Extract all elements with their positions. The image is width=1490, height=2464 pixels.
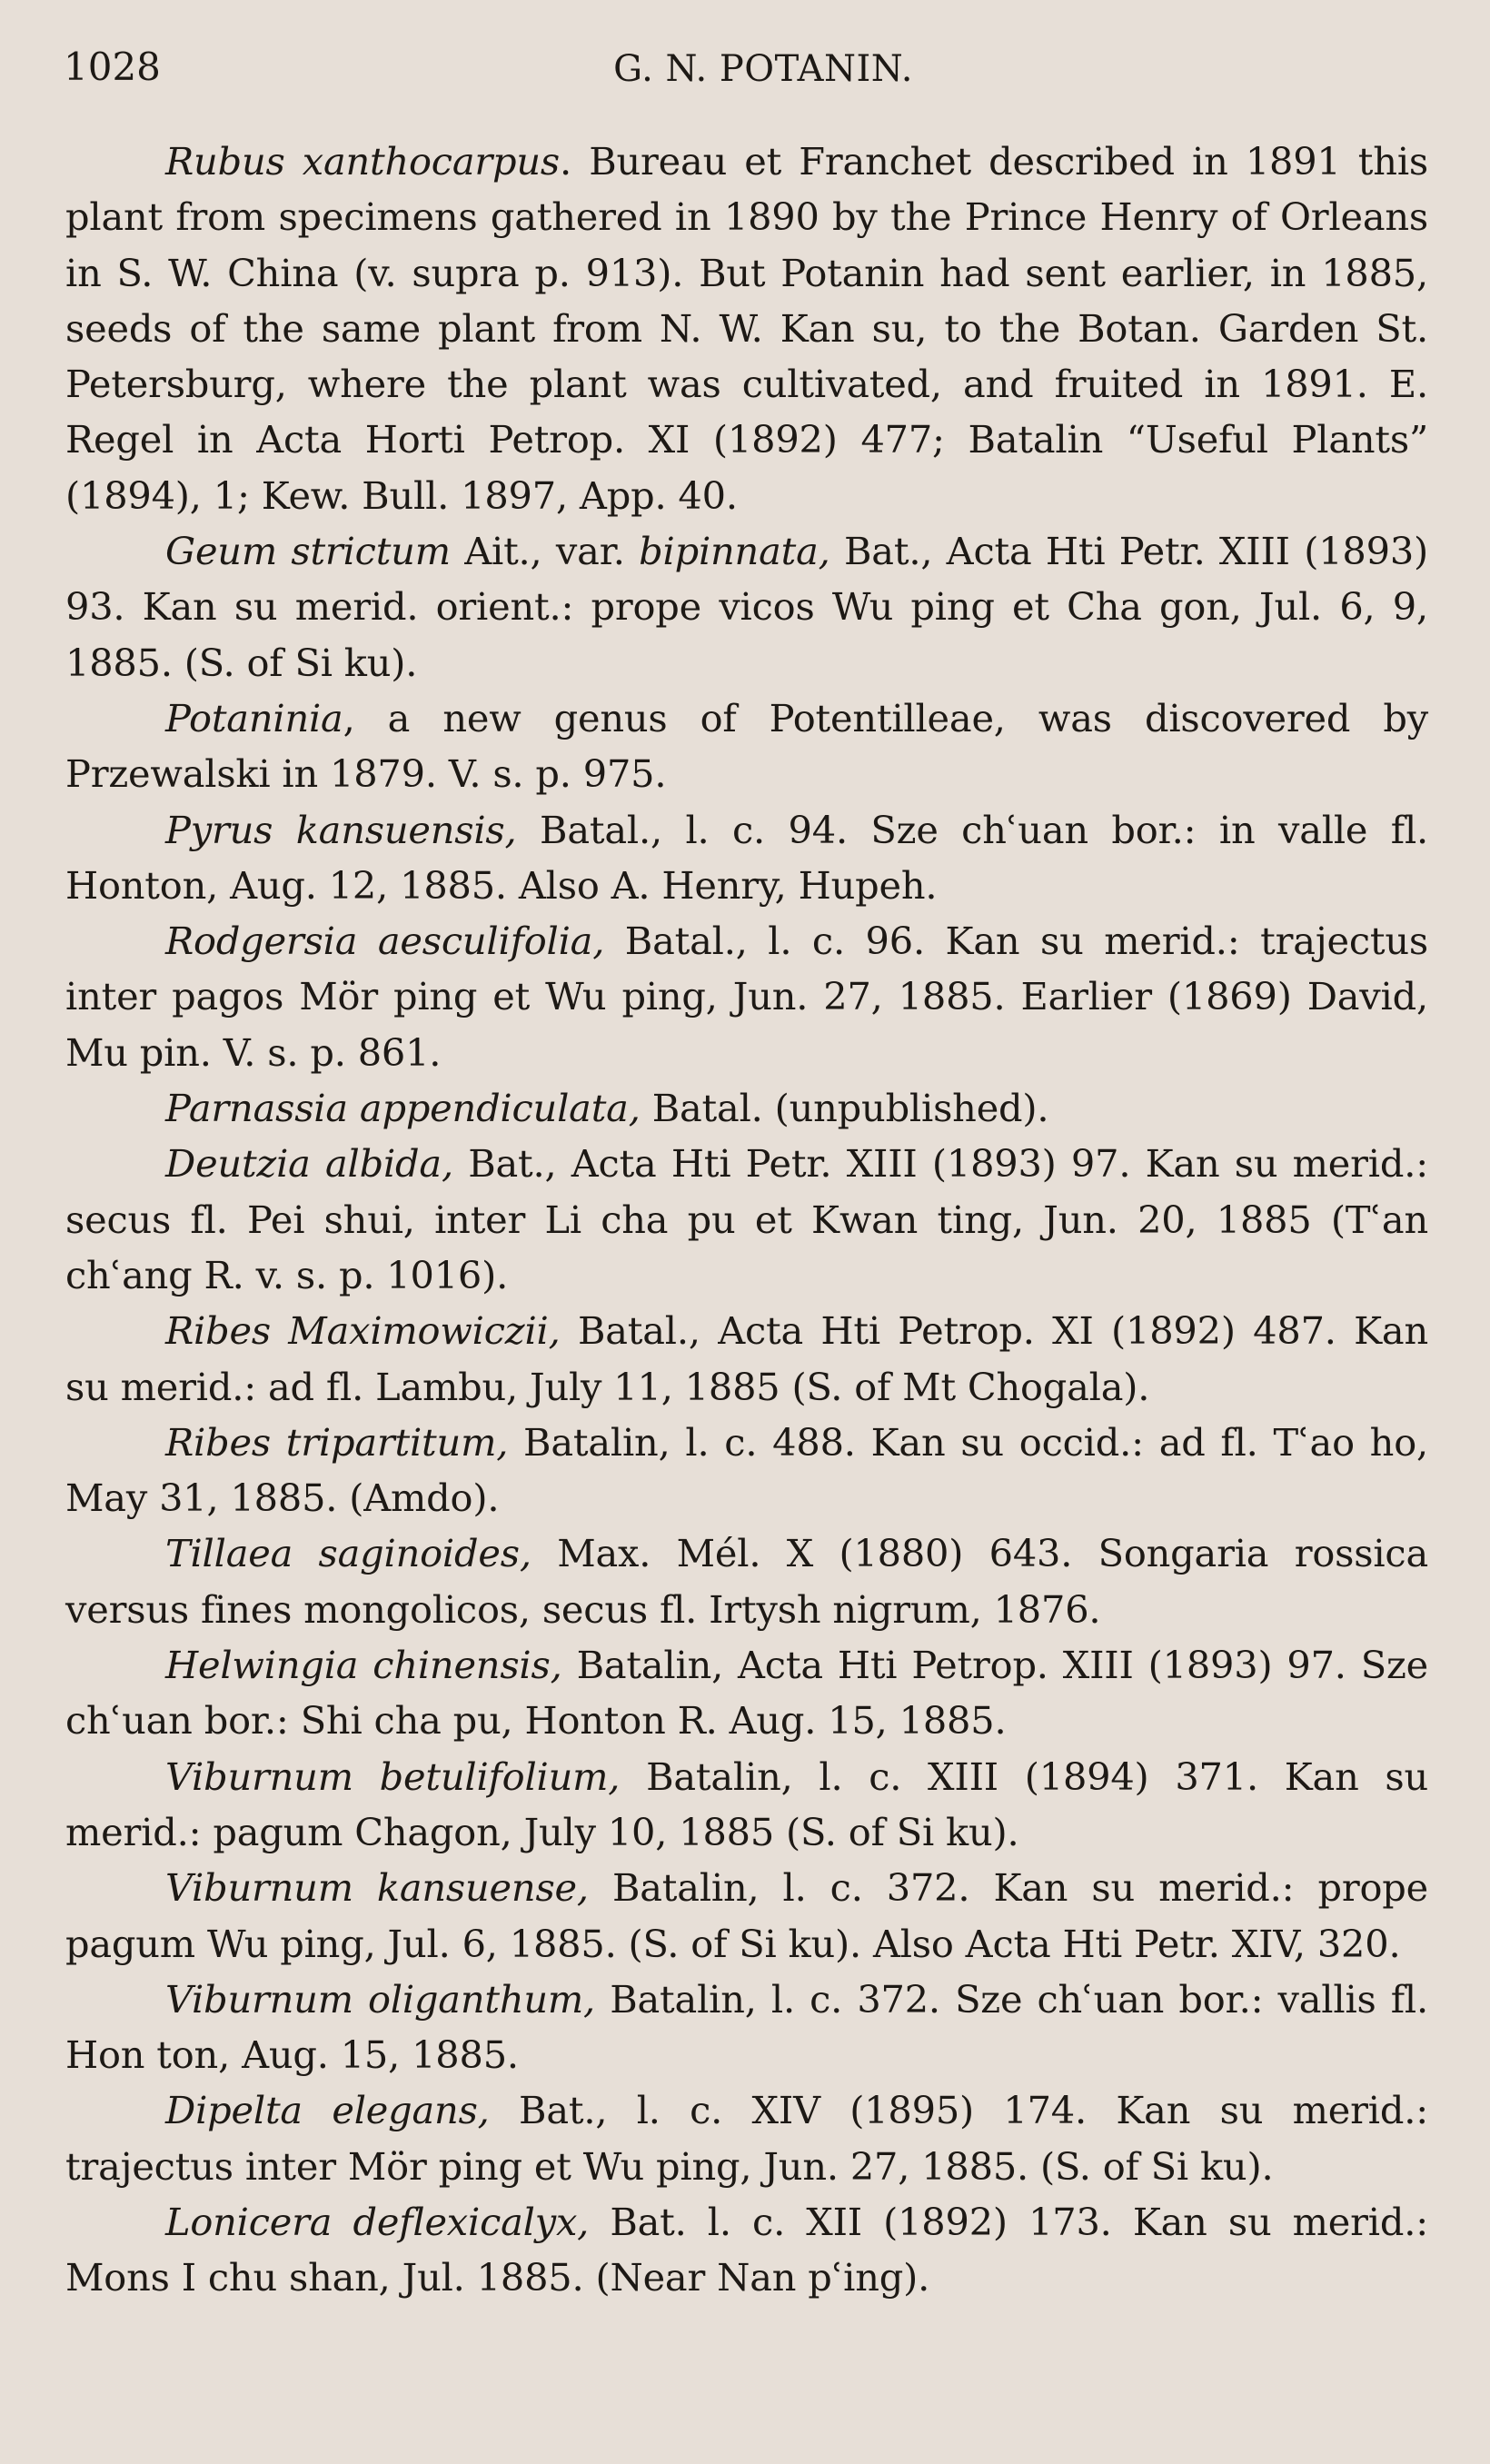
entry-text: Batalin, l. c. 372. Kan su merid.: prope pagum Wu ping, Jul. 6, 1885. (S. of Si ku). Also Acta Hti Petr. XIV, 320. [65,1865,1429,1966]
entry-text: Ait., var. [450,529,640,574]
entry-text: Batal., l. c. 96. Kan su merid.: trajectus inter pagos Mör ping et Wu ping, Jun. 27, 1885. Earlier (1869) David, Mu pin. V. s. p. 861. [65,919,1428,1075]
taxon-name: Dipelta elegans, [165,2088,490,2133]
entry-parnassia-appendiculata [65,1080,1428,1136]
taxon-name: Helwingia chinensis, [165,1643,562,1688]
taxon-name: Ribes tripartitum, [165,1419,509,1465]
taxon-name: Parnassia appendiculata, [165,1086,641,1131]
variety-name: bipinnata, [639,529,830,574]
entry-viburnum-betulifolium [65,1749,1428,1861]
taxon-name: Viburnum betulifolium, [165,1754,621,1799]
taxon-name: Viburnum oliganthum, [165,1976,596,2022]
entry-text: Max. Mél. X (1880) 643. Songaria rossica versus fines mongolicos, secus fl. Irtysh nigrum, 1876. [65,1531,1428,1632]
entry-tillaea-saginoides [65,1525,1428,1637]
entry-text: Bat., l. c. XIV (1895) 174. Kan su merid.: trajectus inter Mör ping et Wu ping, Jun. 27, 1885. (S. of Si ku). [65,2088,1428,2189]
entry-helwingia-chinensis [65,1637,1428,1749]
entry-text: Batal. (unpublished). [640,1086,1049,1131]
entry-ribes-maximowiczii [65,1303,1428,1415]
taxon-name: Ribes Maximowiczii, [165,1308,561,1354]
taxon-name: Rodgersia aesculifolia, [165,919,605,964]
entry-text: , a new genus of Potentilleae, was discovered by Przewalski in 1879. V. s. p. 975. [65,695,1428,797]
taxon-name: Geum strictum [165,529,451,574]
taxon-name: Lonicera deflexicalyx, [165,2199,590,2244]
entry-text: Batalin, l. c. XIII (1894) 371. Kan su merid.: pagum Chagon, July 10, 1885 (S. of Si ku). [65,1754,1429,1854]
entry-geum-strictum [65,523,1428,691]
entry-rodgersia-aesculifolia [65,913,1428,1080]
taxon-name: Deutzia albida, [165,1141,453,1187]
taxon-name: Tillaea saginoides, [165,1531,531,1576]
body-text [65,134,1428,2306]
entry-text: . Bureau et Franchet described in 1891 this plant from specimens gathered in 1890 by the Prince Henry of Orleans in S. W. China (v. supra p. 913). But Potanin had sent earlier, in 1885, seeds of the same plant from N. W. Kan su, to the Botan. Garden St. Petersburg, where the plant was cultivated, and fruited in 1891. E. Regel in Acta Horti Petrop. XI (1892) 477; Batalin “Useful Plants” (1894), 1; Kew. Bull. 1897, App. 40. [65,139,1428,518]
taxon-name: Rubus xanthocarpus [165,139,561,184]
entry-text: Batal., l. c. 94. Sze chʿuan bor.: in valle fl. Honton, Aug. 12, 1885. Also A. Henry, Hupeh. [65,807,1429,908]
entry-lonicera-deflexicalyx [65,2194,1428,2306]
entry-text: Batal., Acta Hti Petrop. XI (1892) 487. Kan su merid.: ad fl. Lambu, July 11, 1885 (S. of Mt Chogala). [65,1308,1428,1409]
running-head: G. N. POTANIN. [613,48,913,90]
entry-rubus-xanthocarpus [65,134,1428,523]
entry-ribes-tripartitum [65,1415,1428,1526]
page-number: 1028 [64,45,161,89]
entry-text: Bat., Acta Hti Petr. XIII (1893) 93. Kan su merid. orient.: prope vicos Wu ping et Cha gon, Jul. 6, 9, 1885. (S. of Si ku). [65,529,1429,685]
entry-text: Batalin, Acta Hti Petrop. XIII (1893) 97. Sze chʿuan bor.: Shi cha pu, Honton R. Aug. 15, 1885. [65,1643,1428,1744]
taxon-name: Pyrus kansuensis, [165,807,517,852]
taxon-name: Potaninia [165,695,343,740]
entry-text: Batalin, l. c. 488. Kan su occid.: ad fl. Tʿao ho, May 31, 1885. (Amdo). [65,1419,1428,1521]
entry-viburnum-kansuense [65,1860,1428,1972]
entry-text: Bat., Acta Hti Petr. XIII (1893) 97. Kan su merid.: secus fl. Pei shui, inter Li cha pu et Kwan ting, Jun. 20, 1885 (Tʿan chʿang R. v. s. p. 1016). [65,1141,1428,1297]
entry-text: Bat. l. c. XII (1892) 173. Kan su merid.: Mons I chu shan, Jul. 1885. (Near Nan pʿing). [65,2199,1428,2300]
entry-text: Batalin, l. c. 372. Sze chʿuan bor.: vallis fl. Hon ton, Aug. 15, 1885. [65,1976,1428,2078]
entry-dipelta-elegans [65,2082,1428,2194]
entry-viburnum-oliganthum [65,1972,1428,2083]
entry-pyrus-kansuensis [65,802,1428,914]
taxon-name: Viburnum kansuense, [165,1865,589,1911]
entry-deutzia-albida [65,1136,1428,1303]
entry-potaninia [65,691,1428,802]
